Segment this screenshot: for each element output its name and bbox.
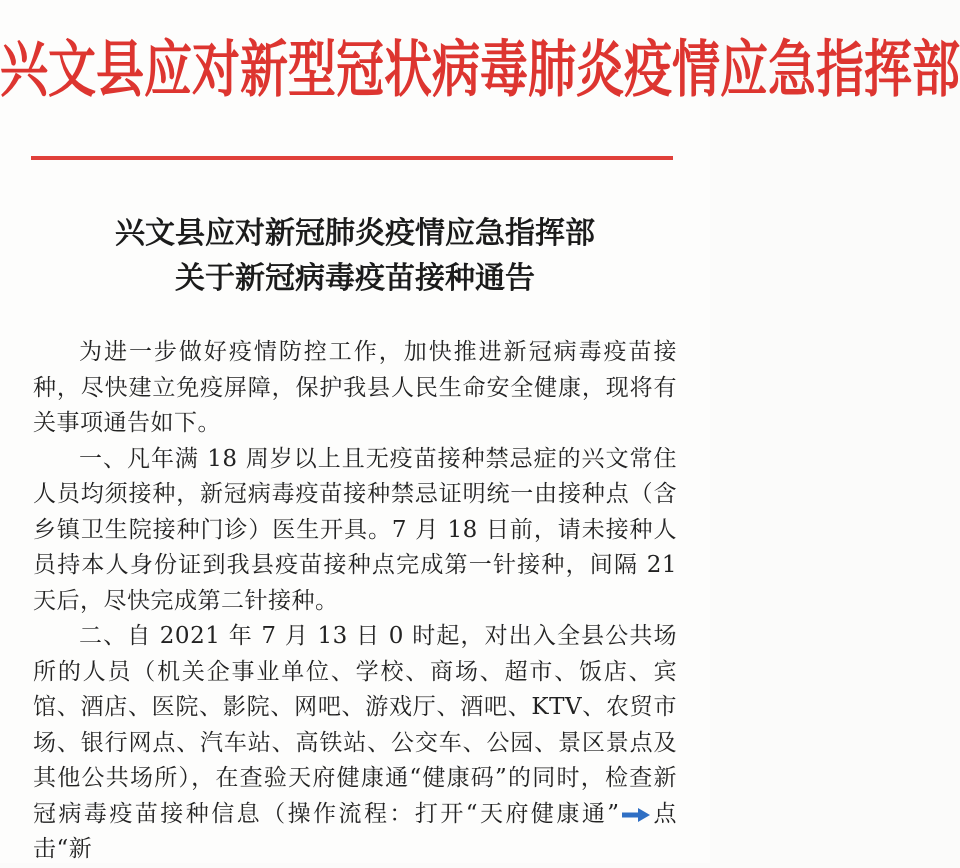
masthead-title: 兴文县应对新型冠状病毒肺炎疫情应急指挥部 bbox=[0, 34, 960, 107]
paragraph-item-2-text: 二、自 2021 年 7 月 13 日 0 时起，对出入全县公共场所的人员（机关企事业单位、学校、商场、超市、饭店、宾馆、酒店、医院、影院、网吧、游戏厅、酒吧、KTV、农贸市场、银行网点、汽车站、高铁站、公交车、公园、景区景点及其他公共场所），在查验天府健康通“健康码”的同时，检查新冠病毒疫苗接种信息（操作流程：打开“天府健康通” bbox=[33, 623, 677, 827]
paragraph-item-2 bbox=[33, 619, 677, 868]
red-divider bbox=[31, 156, 673, 160]
notice-body bbox=[33, 335, 677, 868]
right-arrow-icon bbox=[622, 808, 650, 822]
title-line-1: 兴文县应对新冠肺炎疫情应急指挥部 bbox=[115, 216, 595, 251]
paragraph-item-2-tail: 点击“新 bbox=[33, 800, 677, 862]
paragraph-intro: 为进一步做好疫情防控工作，加快推进新冠病毒疫苗接种，尽快建立免疫屏障，保护我县人民生命安全健康，现将有关事项通告如下。 bbox=[33, 339, 677, 436]
notice-title bbox=[0, 211, 710, 301]
title-line-2: 关于新冠病毒疫苗接种通告 bbox=[175, 261, 535, 296]
paragraph-item-1: 一、凡年满 18 周岁以上且无疫苗接种禁忌症的兴文常住人员均须接种，新冠病毒疫苗接种禁忌证明统一由接种点（含乡镇卫生院接种门诊）医生开具。7 月 18 日前，请未接种人员持本人身份证到我县疫苗接种点完成第一针接种，间隔 21 天后，尽快完成第二针接种。 bbox=[33, 445, 677, 614]
